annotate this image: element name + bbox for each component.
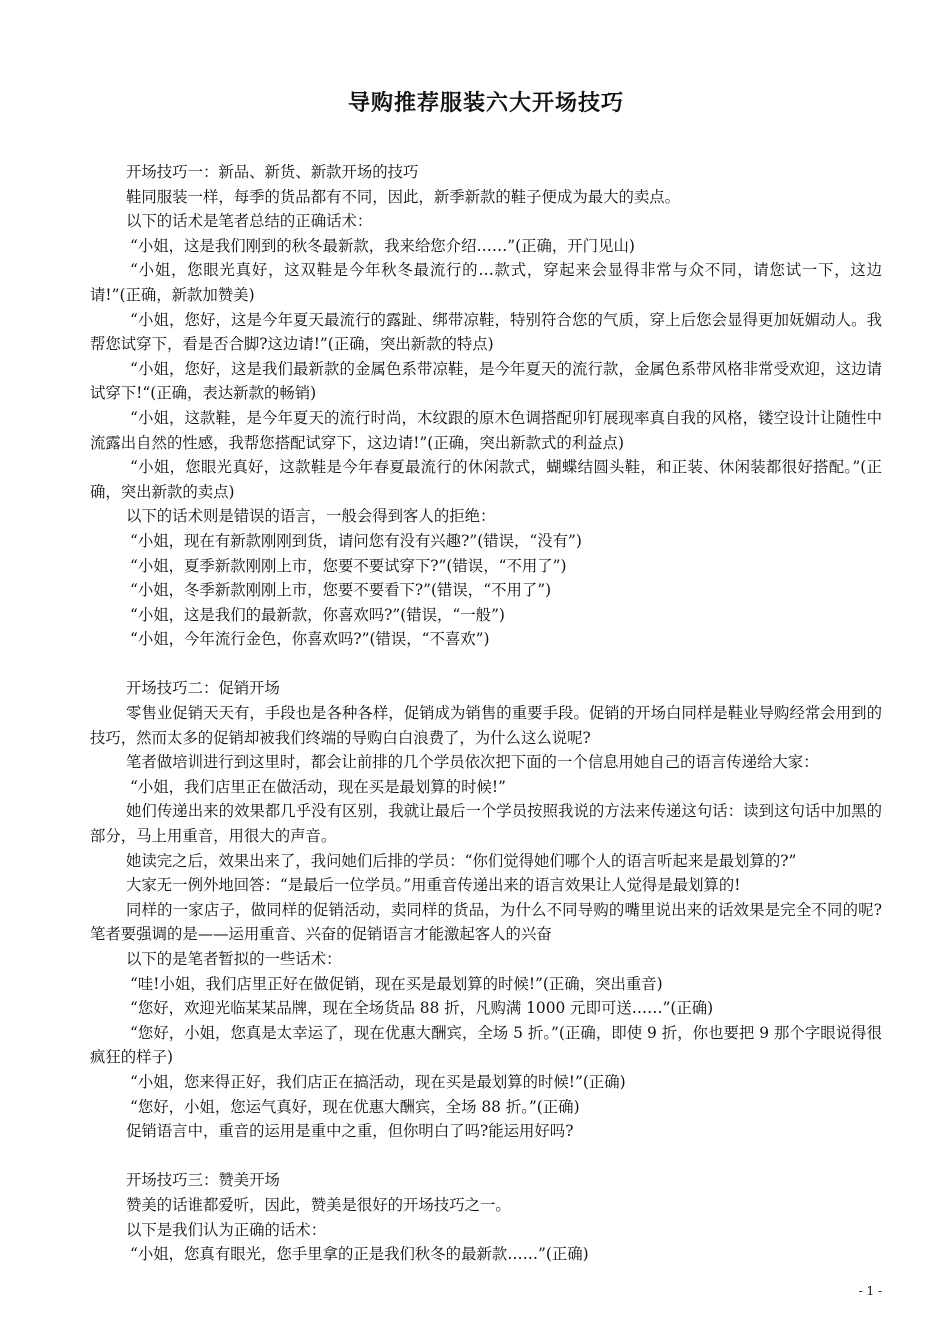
- paragraph: 鞋同服装一样，每季的货品都有不同，因此，新季新款的鞋子便成为最大的卖点。: [126, 187, 681, 206]
- section-gap: [90, 1144, 882, 1169]
- paragraph: 开场技巧三：赞美开场: [126, 1171, 280, 1190]
- paragraph: 同样的一家店子，做同样的促销活动，卖同样的货品，为什么不同导购的嘴里说出来的话效果是完全不同的呢?笔者要强调的是——运用重音、兴奋的促销语言才能激起客人的兴奋: [90, 900, 882, 944]
- quote-paragraph: “小姐，您来得正好，我们店正在搞活动，现在买是最划算的时候!”(正确): [130, 1072, 626, 1091]
- quote-paragraph: “小姐，现在有新款刚刚到货，请问您有没有兴趣?”(错误，“没有”): [130, 531, 582, 550]
- quote-paragraph: “小姐，您真有眼光，您手里拿的正是我们秋冬的最新款……”(正确): [130, 1245, 589, 1264]
- quote-paragraph: “小姐，您眼光真好，这双鞋是今年秋冬最流行的…款式，穿起来会显得非常与众不同，请您试一下，这边请!”(正确，新款加赞美): [90, 261, 882, 304]
- quote-paragraph: “小姐，您好，这是今年夏天最流行的露趾、绑带凉鞋，特别符合您的气质，穿上后您会显得更加妩媚动人。我帮您试穿下，看是否合脚?这边请!”(正确，突出新款的特点): [90, 310, 882, 354]
- quote-paragraph: “哇!小姐，我们店里正好在做促销，现在买是最划算的时候!”(正确，突出重音): [130, 974, 663, 993]
- paragraph: 以下的话术则是错误的语言，一般会得到客人的拒绝：: [126, 507, 496, 526]
- paragraph: 赞美的话谁都爱听，因此，赞美是很好的开场技巧之一。: [126, 1195, 511, 1214]
- quote-paragraph: “您好，小姐，您真是太幸运了，现在优惠大酬宾，全场 5 折。”(正确，即使 9 折，你也要把 9 那个字眼说得很疯狂的样子): [90, 1023, 882, 1067]
- paragraph: 她读完之后，效果出来了，我问她们后排的学员：“你们觉得她们哪个人的语言听起来是最划算的?”: [126, 851, 797, 870]
- quote-paragraph: “您好，欢迎光临某某品牌，现在全场货品 88 折，凡购满 1000 元即可送……”(正确): [130, 999, 714, 1018]
- quote-paragraph: “小姐，这是我们的最新款，你喜欢吗?”(错误，“一般”): [130, 605, 505, 624]
- quote-paragraph: “小姐，这款鞋，是今年夏天的流行时尚，木纹跟的原木色调搭配卯钉展现率真自我的风格，镂空设计让随性中流露出自然的性感，我帮您搭配试穿下，这边请!”(正确，突出新款式的利益点): [90, 408, 882, 452]
- document-title: 导购推荐服装六大开场技巧: [347, 90, 624, 116]
- quote-paragraph: “小姐，您好，这是我们最新款的金属色系带凉鞋，是今年夏天的流行款，金属色系带风格非常受欢迎，这边请试穿下!“(正确，表达新款的畅销): [90, 359, 882, 403]
- paragraph: 开场技巧一：新品、新货、新款开场的技巧: [126, 163, 419, 181]
- quote-paragraph: “小姐，这是我们刚到的秋冬最新款，我来给您介绍……”(正确，开门见山): [130, 236, 635, 255]
- quote-paragraph: “小姐，冬季新款刚刚上市，您要不要看下?”(错误，“不用了”): [130, 581, 552, 600]
- page-number: - 1 -: [858, 1284, 882, 1298]
- paragraph: 开场技巧二：促销开场: [126, 679, 280, 698]
- quote-paragraph: “小姐，今年流行金色，你喜欢吗?”(错误，“不喜欢”): [130, 630, 490, 649]
- quote-paragraph: “小姐，您眼光真好，这款鞋是今年春夏最流行的休闲款式，蝴蝶结圆头鞋，和正装、休闲装都很好搭配。”(正确，突出新款的卖点): [90, 458, 882, 501]
- document-body: [90, 160, 882, 1267]
- paragraph: 促销语言中，重音的运用是重中之重，但你明白了吗?能运用好吗?: [126, 1122, 574, 1141]
- paragraph: 零售业促销天天有，手段也是各种各样，促销成为销售的重要手段。促销的开场白同样是鞋业导购经常会用到的技巧，然而太多的促销却被我们终端的导购白白浪费了，为什么这么说呢?: [90, 704, 882, 747]
- quote-paragraph: “小姐，夏季新款刚刚上市，您要不要试穿下?”(错误，“不用了”): [130, 556, 567, 575]
- section-gap: [90, 652, 882, 677]
- document-page: [90, 88, 882, 1267]
- paragraph: 以下的话术是笔者总结的正确话术：: [126, 212, 373, 231]
- quote-paragraph: “小姐，我们店里正在做活动，现在买是最划算的时候!”: [130, 777, 506, 796]
- quote-paragraph: “您好，小姐，您运气真好，现在优惠大酬宾，全场 88 折。”(正确): [130, 1097, 580, 1116]
- paragraph: 她们传递出来的效果都几乎没有区别，我就让最后一个学员按照我说的方法来传递这句话：读到这句话中加黑的部分，马上用重音，用很大的声音。: [90, 802, 882, 846]
- paragraph: 大家无一例外地回答：“是最后一位学员。”用重音传递出来的语言效果让人觉得是最划算的!: [126, 876, 741, 895]
- paragraph: 笔者做培训进行到这里时，都会让前排的几个学员依次把下面的一个信息用她自己的语言传递给大家：: [126, 753, 819, 772]
- paragraph: 以下是我们认为正确的话术：: [126, 1220, 327, 1239]
- paragraph: 以下的是笔者暂拟的一些话术：: [126, 950, 342, 968]
